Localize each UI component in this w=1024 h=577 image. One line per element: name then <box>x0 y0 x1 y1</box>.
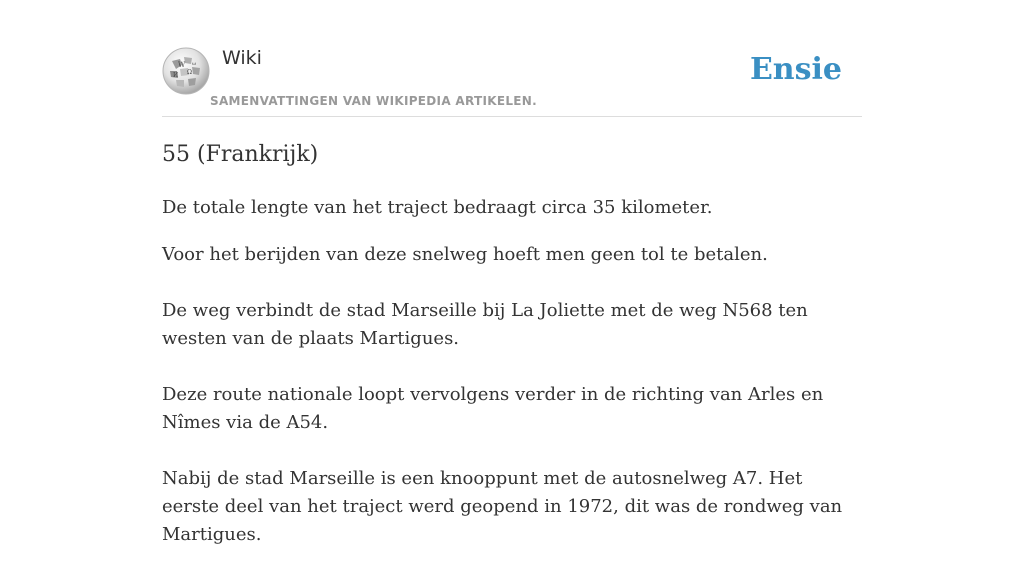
article-paragraph: Deze route nationale loopt vervolgens verder in de richting van Arles en Nîmes via de A54. <box>162 384 824 433</box>
svg-text:W: W <box>178 61 186 69</box>
article-paragraph: Voor het berijden van deze snelweg hoeft men geen tol te betalen. <box>162 244 768 265</box>
wikipedia-globe-icon[interactable] <box>162 47 210 95</box>
svg-text:ω: ω <box>192 61 197 67</box>
svg-text:Ω: Ω <box>187 69 192 76</box>
svg-text:И: И <box>173 72 179 79</box>
site-header <box>162 0 862 117</box>
article-paragraph: Nabij de stad Marseille is een knooppunt met de autosnelweg A7. Het eerste deel van het traject werd geopend in 1972, dit was de rondweg van Martigues. <box>162 468 843 545</box>
article-content <box>162 194 862 577</box>
article-paragraph: De totale lengte van het traject bedraagt circa 35 kilometer. <box>162 197 713 218</box>
site-name[interactable]: Wiki <box>222 47 262 69</box>
article-paragraph: De weg verbindt de stad Marseille bij La Joliette met de weg N568 ten westen van de plaats Martigues. <box>162 300 808 349</box>
site-tagline: SAMENVATTINGEN VAN WIKIPEDIA ARTIKELEN. <box>210 94 537 108</box>
page <box>162 0 862 545</box>
article-title: 55 (Frankrijk) <box>162 142 319 167</box>
ensie-brand-link[interactable]: Ensie <box>749 52 842 87</box>
